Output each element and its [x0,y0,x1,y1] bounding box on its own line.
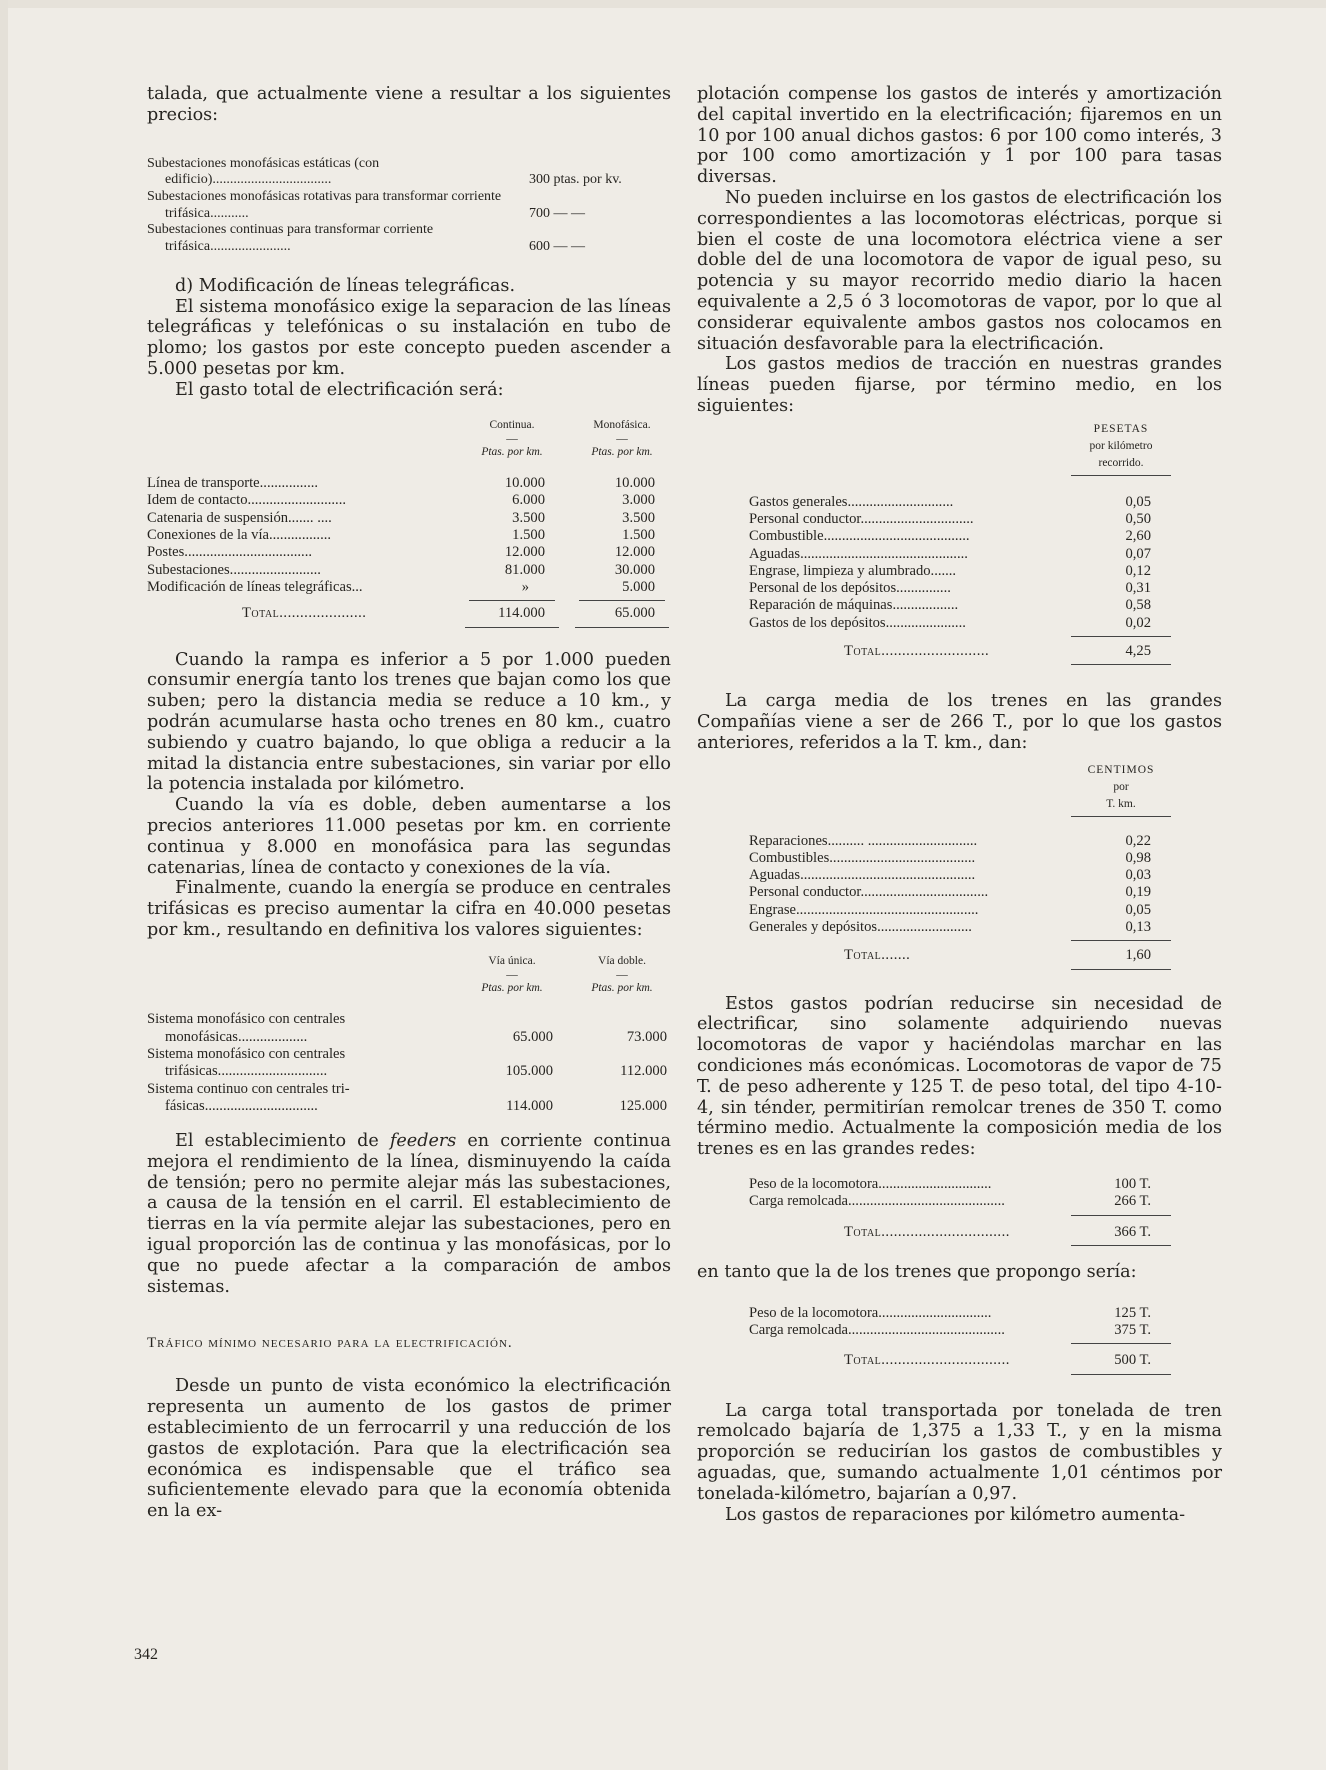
table-row: Modificación de líneas telegráficas... » 5.000 [147,578,655,595]
column-header: Monofásica. [593,418,651,431]
paragraph: talada, que actualmente viene a resultar a los siguientes precios: [147,84,671,125]
column-header: Vía única. [488,954,536,967]
column-unit: Ptas. por km. [481,445,543,458]
column-header: por kilómetro [1089,440,1153,453]
total-label: Total..................... [242,605,367,622]
table-total-row [749,941,1171,964]
total-value: 1,60 [1125,947,1151,964]
table-row: Generales y depósitos.......................... 0,13 [749,919,1151,936]
column-header: por [1113,781,1129,793]
subheading: d) Modificación de líneas telegráficas. [175,275,516,296]
paragraph: Estos gastos podrían reducirse sin necesidad de electrificar, sino solamente adquiriendo nuevas locomotoras de vapor y haciéndolas marchar en las condiciones más económicas. Locomotoras de vapor de 75 T. de peso adherente y 125 T. de peso total, del tipo 4-10-4, sin ténder, permitirían remolcar trenes de 350 T. como término medio. Actualmente la composición media de los trenes es en las grandes redes: [697,993,1222,1160]
table-row: Catenaria de suspensión....... .... 3.500 3.500 [147,509,655,526]
paragraph: Cuando la rampa es inferior a 5 por 1.000 pueden consumir energía tanto los trenes que bajan como los que suben; pero la distancia media se reduce a 10 km., y podrán acumularse hasta ocho trenes en 80 km., cuatro subiendo y cuatro bajando, lo que obliga a reducir a la mitad la distancia entre subestaciones, sin variar por ello la potencia instalada por kilómetro. [147,649,671,795]
column-dash: — [506,969,518,982]
table-row: Personal conductor................................... 0,19 [749,884,1151,901]
table-row: Sistema continuo con centrales tri- fásicas............................... 114.000 125.000 [147,1080,667,1114]
total-value: 114.000 [498,605,545,622]
table-row: Sistema monofásico con centrales monofásicas................... 65.000 73.000 [147,1011,667,1045]
page-number: 342 [134,1646,158,1663]
column-dash: — [616,432,628,445]
table-row: Subestaciones......................... 81.000 30.000 [147,561,655,578]
column-header: recorrido. [1098,457,1144,470]
table-row: Línea de transporte................ 10.000 10.000 [147,475,655,492]
table-row: Combustibles........................................ 0,98 [749,849,1151,866]
paragraph: El sistema monofásico exige la separacion de las líneas telegráficas y telefónicas o su instalación en tubo de plomo; los gastos por este concepto pueden ascender a 5.000 pesetas por km. [147,296,671,379]
total-label: Total............................... [844,1223,1010,1240]
price-item [147,156,671,189]
price-value: 600 — — [529,239,585,255]
column-dash: — [616,969,628,982]
total-label: Total....... [844,947,911,964]
paragraph: Finalmente, cuando la energía se produce en centrales trifásicas es preciso aumentar la cifra en 40.000 pesetas por km., resultando en definitiva los valores siguientes: [147,878,671,940]
table-traction-costs [749,421,1171,666]
table-row: Engrase.................................................. 0,05 [749,901,1151,918]
table-total-row [749,637,1171,660]
total-label: Total.......................... [844,643,990,660]
right-column [697,84,1222,1525]
table-row: Gastos de los depósitos...................... 0,02 [749,614,1151,631]
table-row: Personal de los depósitos............... 0,31 [749,580,1151,597]
paragraph: plotación compense los gastos de interés y amortización del capital invertido en la electrificación; fijaremos en un 10 por 100 anual dichos gastos: 6 por 100 como interés, 3 por 100 como amortización y 1 por 100 para tasas diversas. [697,84,1222,188]
left-column [147,84,671,1522]
table-row: Peso de la locomotora............................... 100 T. [749,1176,1151,1193]
price-value: 700 — — [529,205,585,221]
table-row: Aguadas................................................ 0,03 [749,867,1151,884]
table-costs-per-tkm [749,762,1171,970]
table-row: Engrase, limpieza y alumbrado....... 0,12 [749,562,1151,579]
total-value: 366 T. [1114,1223,1151,1240]
price-list [147,156,671,256]
total-value: 4,25 [1125,643,1151,660]
paragraph: No pueden incluirse en los gastos de electrificación los correspondientes a las locomotoras eléctricas, porque si bien el coste de una locomotora eléctrica viene a ser doble del de una locomotora de vapor de igual peso, su potencia y su mayor recorrido medio diario la hacen equivalente a 2,5 ó 3 locomotoras de vapor, por lo que al considerar equivalente ambos gastos nos colocamos en situación desfavorable para la electrificación. [697,187,1222,354]
paragraph: Desde un punto de vista económico la electrificación representa un aumento de los gastos de primer establecimiento de un ferrocarril y una reducción de los gastos de explotación. Para que la electrificación sea económica es indispensable que el tráfico sea suficientemente elevado para que la economía obtenida en la ex- [147,1376,671,1522]
table-row: Carga remolcada........................................... 375 T. [749,1322,1151,1339]
table-proposed-train [749,1305,1171,1375]
table-row: Postes................................... 12.000 12.000 [147,544,655,561]
paragraph: Los gastos de reparaciones por kilómetro aumenta- [725,1504,1186,1525]
table-row: Idem de contacto........................... 6.000 3.000 [147,492,655,509]
table-total-row [749,1216,1171,1241]
total-value: 65.000 [614,605,655,622]
total-label: Total............................... [844,1352,1010,1369]
paragraph: Cuando la vía es doble, deben aumentarse a los precios anteriores 11.000 pesetas por km. en corriente continua y 8.000 en monofásica para las segundas catenarias, línea de contacto y conexiones de la vía. [147,795,671,878]
table-row: Carga remolcada........................................... 266 T. [749,1193,1151,1210]
table-total-row [749,1344,1171,1369]
table-row: Reparación de máquinas.................. 0,58 [749,597,1151,614]
table-row: Sistema monofásico con centrales trifásicas.............................. 105.000 112.000 [147,1045,667,1080]
column-header: CENTIMOS [1087,763,1155,776]
column-header: PESETAS [1093,422,1149,435]
total-value: 500 T. [1114,1352,1151,1369]
column-unit: Ptas. por km. [591,445,653,458]
table-row: Personal conductor............................... 0,50 [749,510,1151,527]
column-header: Continua. [489,418,535,431]
paragraph: El establecimiento de feeders en corriente continua mejora el rendimiento de la línea, disminuyendo la caída de tensión; pero no permite alejar más las subestaciones, a causa de la tensión en el carril. El establecimiento de tierras en la vía permite alejar las subestaciones, pero en igual proporción las de continua y las monofásicas, por lo que no puede afectar a la comparación de ambos sistemas. [147,1131,672,1297]
column-header: T. km. [1106,798,1136,811]
table-row: Combustible........................................ 2,60 [749,528,1151,545]
table-row: Reparaciones.......... .............................. 0,22 [749,832,1151,849]
price-item [147,189,671,222]
table-row: Conexiones de la vía................. 1.500 1.500 [147,527,655,544]
price-item [147,222,671,255]
page-edge [0,0,1326,8]
page-edge [0,0,8,1770]
column-dash: — [506,432,518,445]
column-header: Vía doble. [598,954,646,967]
paragraph: La carga total transportada por tonelada de tren remolcado bajaría de 1,375 a 1,33 T., y en la misma proporción se reducirían los gastos de combustibles y aguadas, que, sumando actualmente 1,01 céntimos por tonelada-kilómetro, bajarían a 0,97. [697,1400,1222,1504]
paragraph: en tanto que la de los trenes que propongo sería: [697,1261,1137,1282]
column-unit: Ptas. por km. [591,982,653,995]
price-value: 300 ptas. por kv. [529,172,622,188]
table-row: Aguadas.............................................. 0,07 [749,545,1151,562]
price-desc: Subestaciones continuas para transformar corriente trifásica....................... [147,222,434,255]
price-desc: Subestaciones monofásicas estáticas (con edificio).................................. [147,155,380,188]
paragraph: Los gastos medios de tracción en nuestras grandes líneas pueden fijarse, por término medio, en los siguientes: [697,354,1222,416]
table-total-cost [147,417,677,628]
table-total-row [147,601,677,622]
price-desc: Subestaciones monofásicas rotativas para transformar corriente trifásica........... [147,189,502,221]
paragraph: La carga media de los trenes en las grandes Compañías viene a ser de 266 T., por lo que los gastos anteriores, referidos a la T. km., dan: [697,691,1222,753]
section-title: Tráfico mínimo necesario para la electrificación. [147,1335,513,1352]
table-current-train [749,1176,1171,1246]
table-central-comparison [147,953,677,1115]
table-row: Gastos generales............................. 0,05 [749,493,1151,510]
column-unit: Ptas. por km. [481,982,543,995]
table-row: Peso de la locomotora............................... 125 T. [749,1304,1151,1321]
paragraph: El gasto total de electrificación será: [175,379,504,400]
